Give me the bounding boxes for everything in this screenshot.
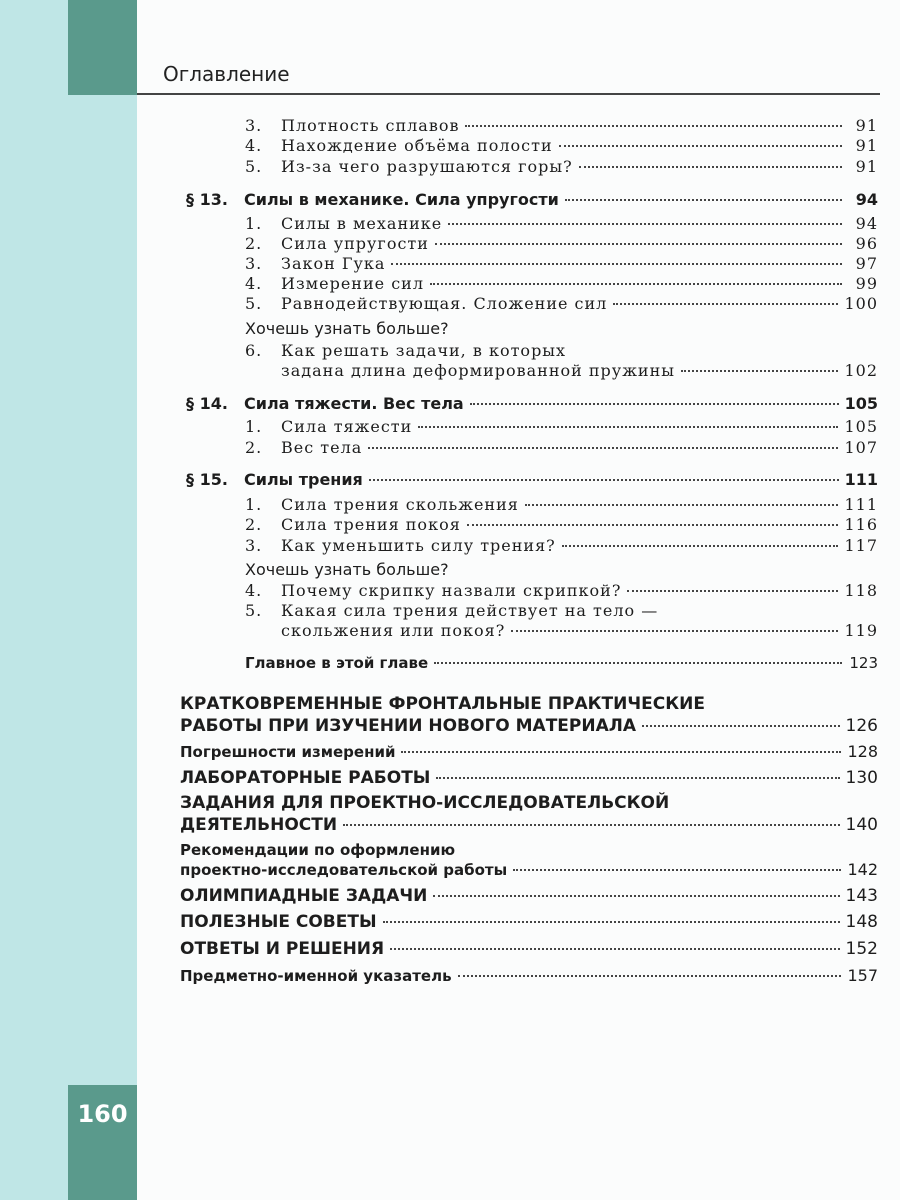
section-number: § 14. xyxy=(186,394,228,413)
entry-page: 91 xyxy=(855,116,878,135)
toc-entry[interactable] xyxy=(245,254,878,274)
dot-leader xyxy=(642,725,840,727)
entry-page: 105 xyxy=(844,417,878,436)
entry-number: 1. xyxy=(245,214,263,233)
toc-entry[interactable] xyxy=(245,157,878,177)
dot-leader xyxy=(511,630,838,632)
entry-page: 148 xyxy=(845,912,878,932)
entry-page: 111 xyxy=(844,495,878,514)
dot-leader xyxy=(559,145,842,147)
dot-leader xyxy=(465,125,842,127)
page-title: Оглавление xyxy=(163,62,290,86)
toc-entry[interactable] xyxy=(245,294,878,314)
dot-leader xyxy=(369,479,839,481)
entry-title: ПОЛЕЗНЫЕ СОВЕТЫ xyxy=(180,912,377,932)
toc-entry[interactable] xyxy=(245,495,878,515)
toc-backmatter[interactable] xyxy=(180,966,878,986)
entry-title: проектно-исследовательской работы xyxy=(180,861,508,879)
entry-number: 5. xyxy=(245,157,263,176)
entry-number: 4. xyxy=(245,581,263,600)
entry-page: 157 xyxy=(847,966,878,985)
entry-title: ЛАБОРАТОРНЫЕ РАБОТЫ xyxy=(180,768,431,788)
entry-number: 4. xyxy=(245,136,263,155)
toc-entry[interactable] xyxy=(245,234,878,254)
dot-leader xyxy=(401,751,841,753)
toc-section-15[interactable] xyxy=(186,470,878,490)
entry-title: Сила упругости xyxy=(281,234,429,253)
dot-leader xyxy=(430,283,842,285)
toc-entry-multiline[interactable] xyxy=(245,601,658,621)
entry-number: 1. xyxy=(245,495,263,514)
entry-page: 102 xyxy=(844,361,878,380)
dot-leader xyxy=(579,166,842,168)
entry-page: 91 xyxy=(855,157,878,176)
toc-backmatter[interactable] xyxy=(180,742,878,762)
entry-number: 1. xyxy=(245,417,263,436)
toc-entry[interactable] xyxy=(245,214,878,234)
section-title: Сила тяжести. Вес тела xyxy=(244,394,464,413)
entry-title: Нахождение объёма полости xyxy=(281,136,553,155)
entry-number: 2. xyxy=(245,438,263,457)
toc-backmatter[interactable] xyxy=(180,939,878,959)
dot-leader xyxy=(391,263,842,265)
entry-title: Равнодействующая. Сложение сил xyxy=(281,294,608,313)
toc-entry[interactable] xyxy=(245,274,878,294)
toc-entry-continuation[interactable] xyxy=(281,621,878,641)
entry-title: Главное в этой главе xyxy=(245,654,429,672)
dot-leader xyxy=(467,524,839,526)
entry-number: 2. xyxy=(245,234,263,253)
dot-leader xyxy=(343,824,839,826)
dot-leader xyxy=(433,895,839,897)
entry-page: 142 xyxy=(847,860,878,879)
toc-backmatter[interactable] xyxy=(180,815,878,835)
dot-leader xyxy=(681,370,838,372)
entry-page: 105 xyxy=(844,394,878,413)
dot-leader xyxy=(565,199,842,201)
toc-entry[interactable] xyxy=(245,515,878,535)
toc-backmatter[interactable] xyxy=(180,912,878,932)
toc-entry[interactable] xyxy=(245,116,878,136)
toc-entry-multiline[interactable] xyxy=(245,341,566,361)
entry-title: скольжения или покоя? xyxy=(281,621,506,640)
entry-title: Как решать задачи, в которых xyxy=(281,341,567,360)
toc-entry[interactable] xyxy=(245,136,878,156)
entry-number: 2. xyxy=(245,515,263,534)
toc-backmatter-line1[interactable]: Рекомендации по оформлению xyxy=(180,841,456,859)
entry-page: 119 xyxy=(844,621,878,640)
section-title: Силы трения xyxy=(244,470,363,489)
entry-page: 94 xyxy=(855,190,878,209)
toc-backmatter[interactable] xyxy=(180,860,878,880)
entry-page: 143 xyxy=(845,886,878,906)
entry-page: 99 xyxy=(855,274,878,293)
entry-number: 3. xyxy=(245,536,263,555)
toc-backmatter[interactable] xyxy=(180,716,878,736)
dot-leader xyxy=(434,662,842,664)
entry-title: Силы в механике xyxy=(281,214,443,233)
section-number: § 15. xyxy=(186,470,228,489)
section-title: Силы в механике. Сила упругости xyxy=(244,190,559,209)
entry-title: Из-за чего разрушаются горы? xyxy=(281,157,573,176)
entry-number: 6. xyxy=(245,341,263,360)
page-number: 160 xyxy=(77,1100,128,1128)
entry-title: ДЕЯТЕЛЬНОСТИ xyxy=(180,815,338,835)
entry-title: Сила тяжести xyxy=(281,417,413,436)
entry-title: задана длина деформированной пружины xyxy=(281,361,675,380)
entry-title: Закон Гука xyxy=(281,254,386,273)
entry-page: 91 xyxy=(855,136,878,155)
want-to-know-more-label: Хочешь узнать больше? xyxy=(245,319,449,338)
entry-page: 97 xyxy=(855,254,878,273)
entry-number: 5. xyxy=(245,294,263,313)
toc-section-13[interactable] xyxy=(186,190,878,210)
toc-entry[interactable] xyxy=(245,581,878,601)
dot-leader xyxy=(390,948,839,950)
entry-number: 4. xyxy=(245,274,263,293)
want-to-know-more-label: Хочешь узнать больше? xyxy=(245,560,449,579)
entry-page: 107 xyxy=(844,438,878,457)
toc-backmatter-line1[interactable]: ЗАДАНИЯ ДЛЯ ПРОЕКТНО-ИССЛЕДОВАТЕЛЬСКОЙ xyxy=(180,793,670,813)
entry-page: 130 xyxy=(845,768,878,788)
entry-title: Погрешности измерений xyxy=(180,743,396,761)
toc-entry[interactable] xyxy=(245,438,878,458)
toc-backmatter[interactable] xyxy=(180,768,878,788)
dot-leader xyxy=(448,223,842,225)
entry-page: 140 xyxy=(845,815,878,835)
toc-entry[interactable] xyxy=(245,417,878,437)
section-number: § 13. xyxy=(186,190,228,209)
toc-entry-continuation[interactable] xyxy=(281,361,878,381)
toc-section-14[interactable] xyxy=(186,394,878,414)
dot-leader xyxy=(613,303,838,305)
entry-page: 116 xyxy=(844,515,878,534)
dot-leader xyxy=(513,869,841,871)
toc-backmatter-line1[interactable]: КРАТКОВРЕМЕННЫЕ ФРОНТАЛЬНЫЕ ПРАКТИЧЕСКИЕ xyxy=(180,694,705,714)
entry-page: 96 xyxy=(855,234,878,253)
entry-title: Вес тела xyxy=(281,438,363,457)
dot-leader xyxy=(383,921,840,923)
dot-leader xyxy=(368,447,838,449)
dot-leader xyxy=(627,590,838,592)
dot-leader xyxy=(470,403,839,405)
entry-number: 5. xyxy=(245,601,263,620)
entry-title: Как уменьшить силу трения? xyxy=(281,536,556,555)
dot-leader xyxy=(436,777,839,779)
entry-page: 117 xyxy=(844,536,878,555)
entry-number: 3. xyxy=(245,116,263,135)
entry-title: Сила трения покоя xyxy=(281,515,461,534)
entry-title: РАБОТЫ ПРИ ИЗУЧЕНИИ НОВОГО МАТЕРИАЛА xyxy=(180,716,637,736)
entry-page: 152 xyxy=(845,939,878,959)
entry-page: 123 xyxy=(849,654,878,672)
dot-leader xyxy=(435,243,842,245)
entry-page: 100 xyxy=(844,294,878,313)
entry-title: ОТВЕТЫ И РЕШЕНИЯ xyxy=(180,939,385,959)
entry-page: 111 xyxy=(844,470,878,489)
dot-leader xyxy=(418,426,838,428)
entry-page: 118 xyxy=(844,581,878,600)
entry-title: Почему скрипку назвали скрипкой? xyxy=(281,581,622,600)
entry-page: 94 xyxy=(855,214,878,233)
dot-leader xyxy=(525,504,839,506)
toc-backmatter[interactable] xyxy=(180,886,878,906)
entry-title: Предметно-именной указатель xyxy=(180,967,452,985)
dot-leader xyxy=(458,975,842,977)
entry-title: Какая сила трения действует на тело — xyxy=(281,601,659,620)
entry-title: Измерение сил xyxy=(281,274,424,293)
toc-entry[interactable] xyxy=(245,536,878,556)
entry-page: 128 xyxy=(847,742,878,761)
dot-leader xyxy=(562,545,839,547)
entry-title: Плотность сплавов xyxy=(281,116,460,135)
entry-page: 126 xyxy=(845,716,878,736)
toc-chapter-summary[interactable] xyxy=(245,653,878,673)
entry-title: ОЛИМПИАДНЫЕ ЗАДАЧИ xyxy=(180,886,428,906)
entry-title: Сила трения скольжения xyxy=(281,495,519,514)
entry-number: 3. xyxy=(245,254,263,273)
